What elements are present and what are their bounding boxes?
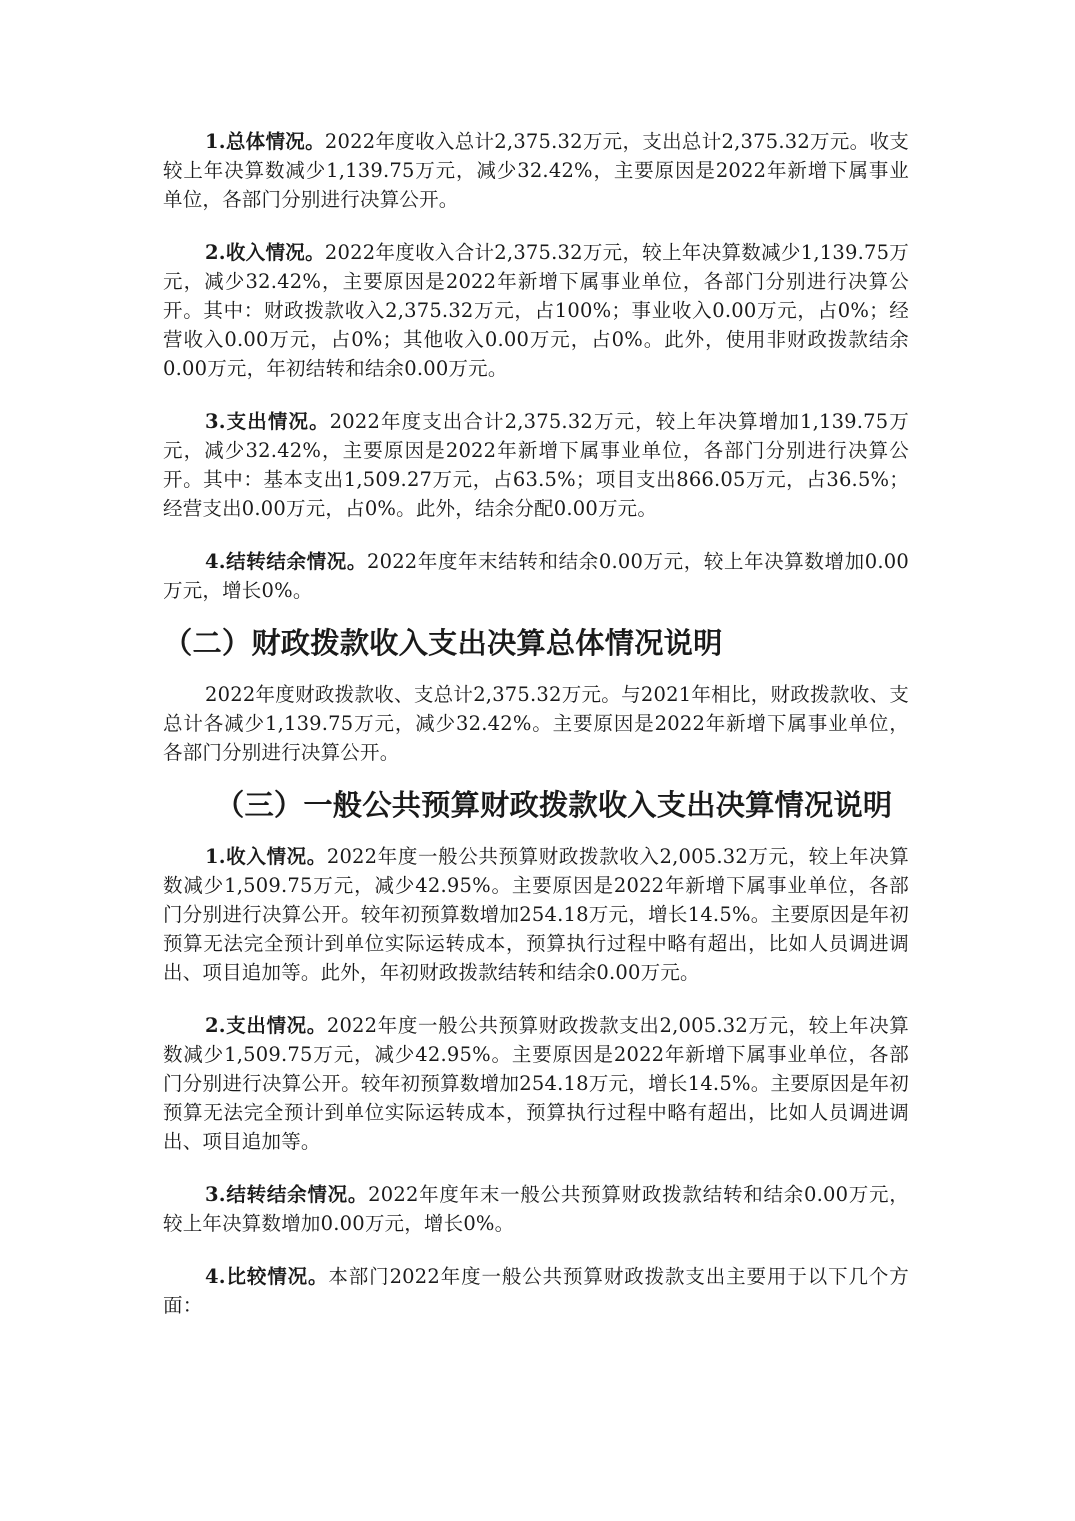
paragraph-text: 2022年度年末一般公共预算财政拨款结转和结余0.00万元，较上年决算数增加0.00万元，增长0%。 [163,1183,909,1235]
paragraph-text: 2022年度收入总计2,375.32万元，支出总计2,375.32万元。收支较上年决算数减少1,139.75万元，减少32.42%，主要原因是2022年新增下属事业单位，各部门分别进行决算公开。 [163,130,909,211]
paragraph-general-carryover [163,1180,909,1238]
paragraph-lead: 1.总体情况。 [205,130,325,153]
paragraph-lead: 3.支出情况。 [205,410,330,433]
paragraph-text: 2022年度一般公共预算财政拨款支出2,005.32万元，较上年决算数减少1,509.75万元，减少42.95%。主要原因是2022年新增下属事业单位，各部门分别进行决算公开。较年初预算数增加254.18万元，增长14.5%。主要原因是年初预算无法完全预计到单位实际运转成本，预算执行过程中略有超出，比如人员调进调出、项目追加等。 [163,1014,909,1153]
paragraph-lead: 2.收入情况。 [205,241,325,264]
section-heading-general-budget: （三）一般公共预算财政拨款收入支出决算情况说明 [215,788,893,822]
paragraph-fiscal-appropriation [163,680,909,767]
paragraph-lead: 4.结转结余情况。 [205,550,367,573]
paragraph-carryover [163,547,909,605]
paragraph-lead: 4.比较情况。 [205,1265,329,1288]
paragraph-general-income [163,842,909,987]
section-heading-fiscal-appropriation: （二）财政拨款收入支出决算总体情况说明 [163,626,723,660]
paragraph-text: 本部门2022年度一般公共预算财政拨款支出主要用于以下几个方面： [163,1265,909,1317]
paragraph-text: 2022年度年末结转和结余0.00万元，较上年决算数增加0.00万元，增长0%。 [163,550,909,602]
paragraph-text: 2022年度一般公共预算财政拨款收入2,005.32万元，较上年决算数减少1,509.75万元，减少42.95%。主要原因是2022年新增下属事业单位，各部门分别进行决算公开。较年初预算数增加254.18万元，增长14.5%。主要原因是年初预算无法完全预计到单位实际运转成本，预算执行过程中略有超出，比如人员调进调出、项目追加等。此外，年初财政拨款结转和结余0.00万元。 [163,845,909,984]
paragraph-text: 2022年度支出合计2,375.32万元，较上年决算增加1,139.75万元，减少32.42%，主要原因是2022年新增下属事业单位，各部门分别进行决算公开。其中：基本支出1,509.27万元，占63.5%；项目支出866.05万元，占36.5%；经营支出0.00万元，占0%。此外，结余分配0.00万元。 [163,410,909,520]
paragraph-general-comparison [163,1262,909,1320]
document-body [163,127,909,1344]
paragraph-expenditure [163,407,909,523]
paragraph-text: 2022年度财政拨款收、支总计2,375.32万元。与2021年相比，财政拨款收、支总计各减少1,139.75万元，减少32.42%。主要原因是2022年新增下属事业单位，各部门分别进行决算公开。 [163,683,909,764]
paragraph-text: 2022年度收入合计2,375.32万元，较上年决算数减少1,139.75万元，减少32.42%，主要原因是2022年新增下属事业单位，各部门分别进行决算公开。其中：财政拨款收入2,375.32万元，占100%；事业收入0.00万元，占0%；经营收入0.00万元，占0%；其他收入0.00万元，占0%。此外，使用非财政拨款结余0.00万元，年初结转和结余0.00万元。 [163,241,909,380]
paragraph-income [163,238,909,383]
paragraph-lead: 2.支出情况。 [205,1014,327,1037]
paragraph-lead: 1.收入情况。 [205,845,327,868]
paragraph-overall [163,127,909,214]
paragraph-general-expenditure [163,1011,909,1156]
paragraph-lead: 3.结转结余情况。 [205,1183,369,1206]
